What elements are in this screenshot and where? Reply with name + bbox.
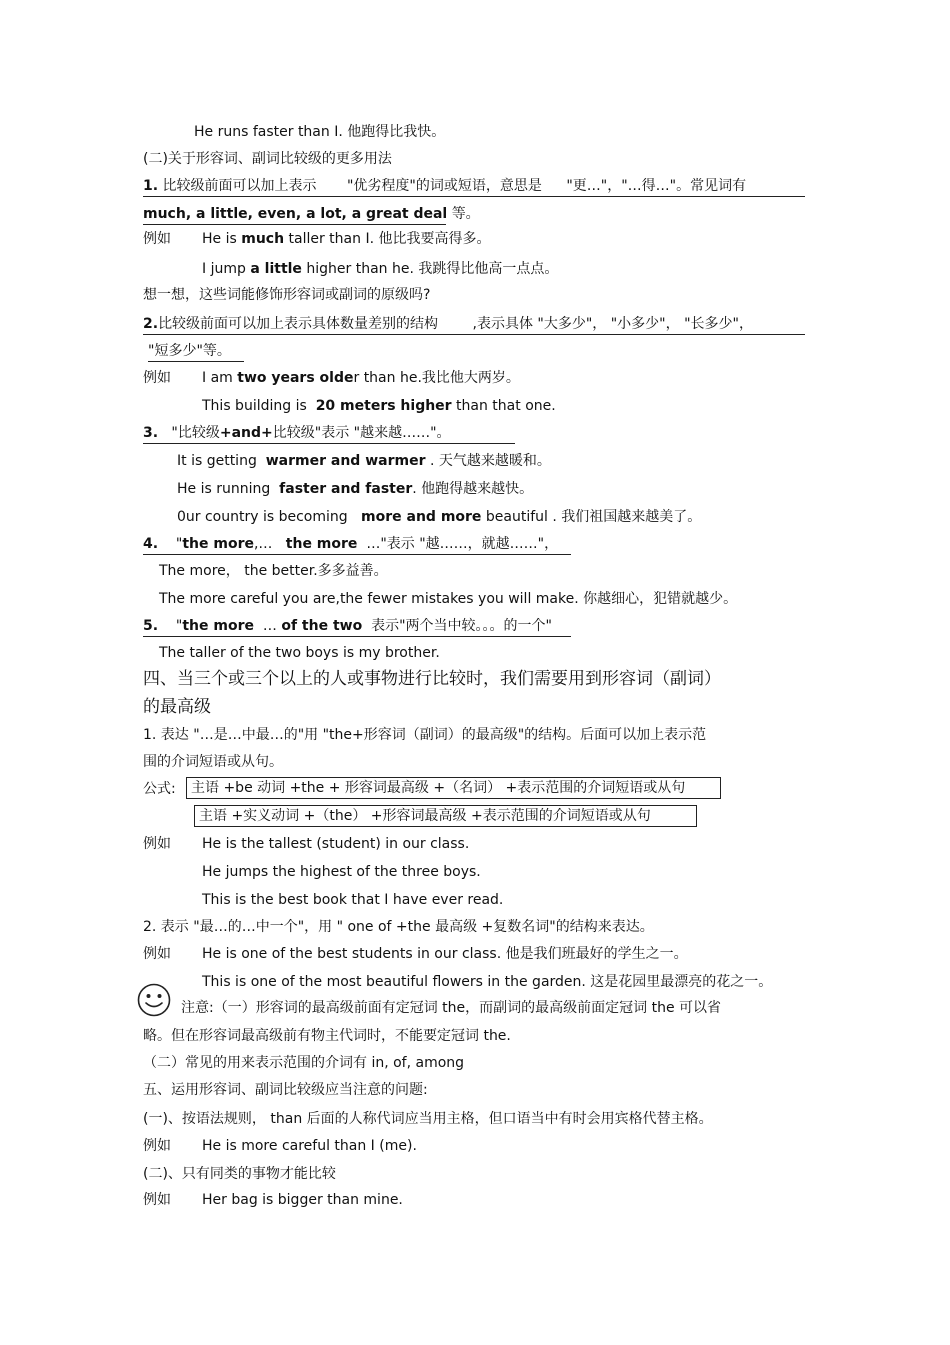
formula-box: 主语 +实义动词 +（the） +形容词最高级 +表示范围的介词短语或从句 (194, 805, 697, 827)
rule-2: 2.比较级前面可以加上表示具体数量差别的结构 ,表示具体 "大多少"， "小多少"， "长多少"， (143, 315, 805, 335)
example-label: 例如 (143, 231, 171, 247)
example-sentence: He is the tallest (student) in our class. (202, 836, 470, 852)
example-sentence: It is getting warmer and warmer . 天气越来越暖和。 (177, 453, 551, 469)
section-heading: 四、当三个或三个以上的人或事物进行比较时，我们需要用到形容词（副词） (143, 669, 721, 689)
example-sentence: 0ur country is becoming more and more beautiful . 我们祖国越来越美了。 (177, 509, 702, 525)
rule-text: 比较级前面可以加上表示 (162, 178, 317, 194)
text-line: 1. 表达 "…是…中最…的"用 "the+形容词（副词）的最高级"的结构。后面可以加上表示范 (143, 727, 707, 743)
keyword-list: much, a little, even, a lot, a great deal (143, 206, 448, 222)
rule-5: 5. "the more … of the two 表示"两个当中较。。。的一个" (143, 617, 571, 637)
rule-3: 3. "比较级+and+比较级"表示 "越来越……"。 (143, 424, 515, 444)
rule-number: 1. (143, 178, 159, 194)
section-heading: (二)关于形容词、副词比较级的更多用法 (143, 151, 392, 167)
rule-1 (143, 177, 805, 197)
example-label: 例如 (143, 1192, 171, 1208)
note-text: 注意:（一）形容词的最高级前面有定冠词 the，而副词的最高级前面定冠词 the 可以省 (181, 1000, 722, 1016)
example-sentence: He is much taller than I. 他比我要高得多。 (202, 231, 491, 247)
example-sentence: This is the best book that I have ever read. (202, 892, 504, 908)
example-label: 例如 (143, 370, 171, 386)
section-heading: 的最高级 (143, 697, 211, 717)
example-sentence: I jump a little higher than he. 我跳得比他高一点点。 (202, 261, 559, 277)
example-label: 例如 (143, 946, 171, 962)
example-sentence: I am two years older than he.我比他大两岁。 (202, 370, 520, 386)
example-sentence: Her bag is bigger than mine. (202, 1192, 403, 1208)
text-line: 2. 表示 "最…的…中一个"，用 " one of +the 最高级 +复数名词"的结构来表达。 (143, 919, 654, 935)
example-sentence: He jumps the highest of the three boys. (202, 864, 481, 880)
example-sentence: He is more careful than I (me). (202, 1138, 417, 1154)
rule-1-cont (143, 205, 480, 225)
example-label: 例如 (143, 836, 171, 852)
note-text: （二）常见的用来表示范围的介词有 in, of, among (143, 1055, 465, 1071)
text-line: (一)、按语法规则， than 后面的人称代词应当用主格，但口语当中有时会用宾格代替主格。 (143, 1111, 713, 1127)
formula-label: 公式: (143, 781, 176, 797)
note-text: 略。但在形容词最高级前有物主代词时，不能要定冠词 the. (143, 1028, 511, 1044)
example-sentence: The more， the better.多多益善。 (159, 563, 388, 579)
text-line: 想一想，这些词能修饰形容词或副词的原级吗? (143, 287, 431, 303)
example-sentence: The taller of the two boys is my brother. (159, 645, 440, 661)
smiley-face-icon (137, 983, 171, 1017)
rule-4: 4. "the more,… the more …"表示 "越……，就越……"， (143, 535, 571, 555)
rule-2-cont: "短多少"等。 (148, 342, 244, 362)
rule-text: 等。 (451, 206, 480, 222)
text-line: He runs faster than I. 他跑得比我快。 (194, 124, 446, 140)
formula-box: 主语 +be 动词 +the + 形容词最高级 +（名词） +表示范围的介词短语或从句 (186, 777, 721, 799)
example-label: 例如 (143, 1138, 171, 1154)
example-sentence: This is one of the most beautiful flowers in the garden. 这是花园里最漂亮的花之一。 (202, 974, 773, 990)
example-sentence: He is running faster and faster. 他跑得越来越快。 (177, 481, 534, 497)
text-line: (二)、只有同类的事物才能比较 (143, 1166, 336, 1182)
example-sentence: He is one of the best students in our class. 他是我们班最好的学生之一。 (202, 946, 688, 962)
example-sentence: The more careful you are,the fewer mistakes you will make. 你越细心，犯错就越少。 (159, 591, 738, 607)
rule-text: "优劣程度"的词或短语，意思是 (346, 178, 542, 194)
rule-text: "更…"，"…得…"。常见词有 (566, 178, 747, 194)
example-sentence: This building is 20 meters higher than that one. (202, 398, 556, 414)
text-line: 围的介词短语或从句。 (143, 754, 283, 770)
section-heading: 五、运用形容词、副词比较级应当注意的问题: (143, 1082, 428, 1098)
